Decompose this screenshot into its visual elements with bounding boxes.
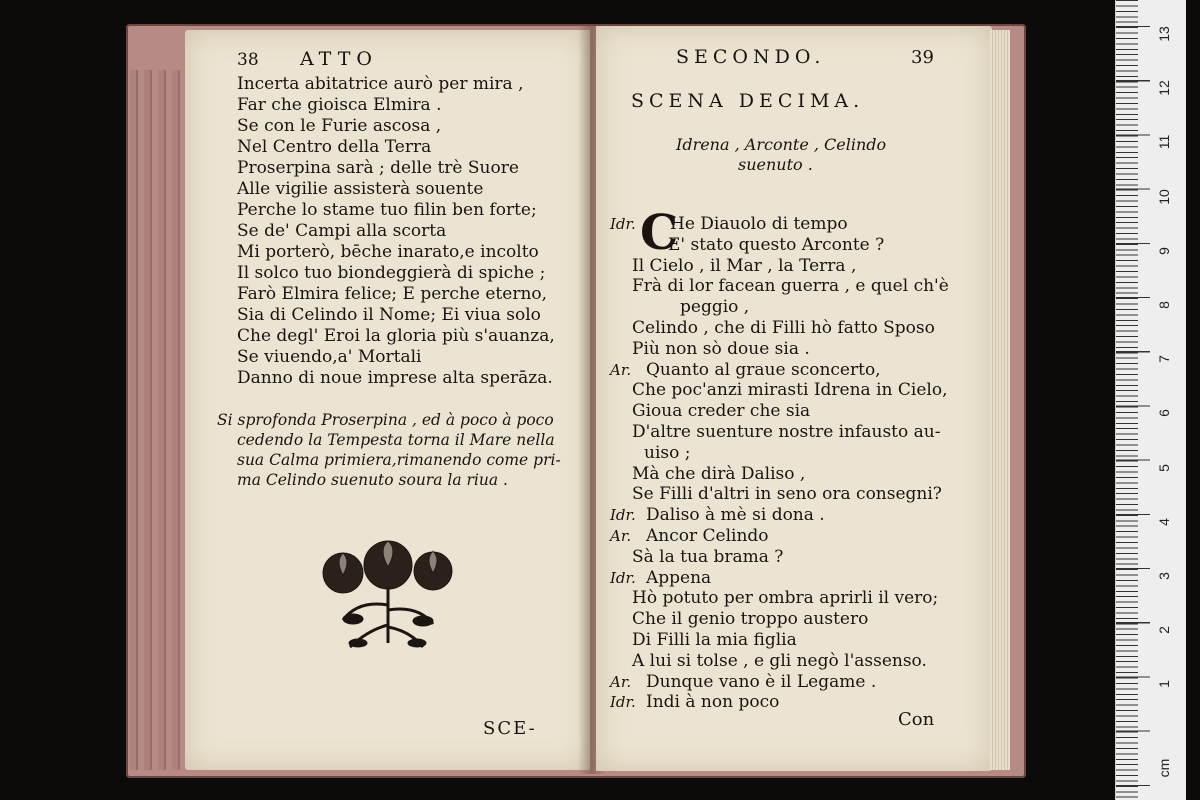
- dialogue-text: Ancor Celindo: [646, 526, 769, 546]
- dialogue-line: [610, 547, 783, 567]
- verse-line: Incerta abitatrice aurò per mira ,: [237, 74, 524, 94]
- stage-direction-line: sua Calma primiera,rimanendo come pri-: [237, 451, 561, 469]
- dialogue-line: [610, 297, 749, 317]
- ruler-ticks-major: [1116, 0, 1150, 800]
- dialogue-line: [610, 672, 876, 692]
- dialogue-line: [610, 276, 949, 296]
- character-line: Idrena , Arconte , Celindo: [676, 135, 887, 154]
- dialogue-line: [610, 318, 935, 338]
- dialogue-text: E' stato questo Arconte ?: [668, 234, 885, 255]
- speaker-label: Idr.: [610, 693, 636, 712]
- ruler-number: 12: [1156, 80, 1172, 96]
- dialogue-text: A lui si tolse , e gli negò l'assenso.: [632, 650, 927, 671]
- dialogue-text: Più non sò doue sia .: [632, 338, 810, 359]
- running-head-right: SECONDO.: [676, 46, 826, 68]
- stage-direction: [217, 410, 561, 490]
- dialogue-text: Gioua creder che sia: [632, 401, 811, 422]
- dialogue-line: [610, 360, 881, 380]
- dialogue-text: Celindo , che di Filli hò fatto Sposo: [632, 318, 935, 338]
- dialogue-text: Mà che dirà Daliso ,: [632, 463, 806, 484]
- speaker-label: Idr.: [610, 215, 636, 233]
- ruler-number: 2: [1156, 626, 1172, 635]
- verse-line: Se viuendo,a' Mortali: [237, 347, 422, 367]
- dialogue-text: peggio ,: [680, 297, 750, 318]
- dialogue-text: Hò potuto per ombra aprirli il vero;: [632, 588, 939, 609]
- dialogue-line: [610, 692, 779, 712]
- verse-line: Proserpina sarà ; delle trè Suore: [237, 158, 519, 178]
- dialogue-line: [610, 380, 947, 400]
- catchword-right: Con: [898, 709, 935, 730]
- ruler-number: 7: [1156, 355, 1172, 364]
- ruler-number: 9: [1156, 246, 1172, 255]
- verse-line: Se con le Furie ascosa ,: [237, 116, 442, 136]
- character-list: [676, 135, 886, 175]
- verse-block: [237, 74, 555, 389]
- verse-line: Il solco tuo biondeggierà di spiche ;: [237, 263, 546, 283]
- dialogue-text: Dunque vano è il Legame .: [646, 671, 877, 692]
- verse-line: Che degl' Eroi la gloria più s'auanza,: [237, 326, 555, 346]
- ruler-number: 1: [1156, 680, 1172, 689]
- dialogue-text: uiso ;: [644, 442, 691, 463]
- speaker-label: Idr.: [610, 506, 636, 525]
- dialogue-text: Che poc'anzi mirasti Idrena in Cielo,: [632, 380, 948, 401]
- verse-line: Se de' Campi alla scorta: [237, 221, 447, 241]
- dialogue-line: [610, 651, 927, 671]
- dialogue-text: Sà la tua brama ?: [632, 546, 784, 567]
- verse-line: Nel Centro della Terra: [237, 137, 432, 157]
- dialogue-text: Che il genio troppo austero: [632, 609, 869, 630]
- dialogue-text: He Diauolo di tempo: [670, 214, 848, 234]
- speaker-label: Idr.: [610, 568, 636, 587]
- dialogue-text: Il Cielo , il Mar , la Terra ,: [632, 255, 857, 276]
- speaker-label: Ar.: [610, 527, 632, 545]
- verse-line: Farò Elmira felice; E perche eterno,: [237, 284, 548, 304]
- stage-direction-line: cedendo la Tempesta torna il Mare nella: [237, 431, 555, 449]
- verse-line: Far che gioisca Elmira .: [237, 95, 442, 115]
- ruler-unit: cm: [1156, 758, 1172, 778]
- dialogue-line: [610, 235, 884, 255]
- dialogue-text: Di Filli la mia figlia: [632, 630, 797, 650]
- dialogue-line: [610, 484, 942, 504]
- dialogue-text: Quanto al graue sconcerto,: [646, 359, 881, 380]
- ruler-number: 11: [1156, 135, 1172, 150]
- dialogue-line: [610, 630, 797, 650]
- dialogue-line: [610, 568, 711, 588]
- dialogue-line: [610, 588, 938, 608]
- page-number-right: 39: [911, 47, 934, 68]
- dialogue-text: Appena: [646, 567, 712, 588]
- stage-direction-line: Si sprofonda Proserpina , ed à poco à poco: [217, 411, 554, 429]
- dialogue-line: [610, 505, 825, 525]
- speaker-label: Ar.: [610, 360, 632, 379]
- verse-line: Perche lo stame tuo filin ben forte;: [237, 200, 537, 220]
- dialogue-line: [610, 526, 769, 546]
- verse-line: Sia di Celindo il Nome; Ei viua solo: [237, 305, 541, 325]
- dialogue-text: D'altre suenture nostre infausto au-: [632, 422, 941, 442]
- ruler-number: 6: [1156, 409, 1172, 418]
- drop-cap: C: [640, 205, 679, 261]
- ruler-number: 3: [1156, 572, 1172, 580]
- measuring-ruler: [1115, 0, 1186, 800]
- left-page: [185, 30, 590, 770]
- running-head-left: ATTO: [300, 48, 378, 70]
- dialogue-line: [610, 256, 856, 276]
- page-number-left: 38: [237, 50, 259, 70]
- dialogue-line: [610, 214, 848, 234]
- verse-line: Alle vigilie assisterà souente: [237, 179, 484, 199]
- dialogue-text: Daliso à mè si dona .: [646, 505, 825, 526]
- dialogue-line: [610, 464, 805, 484]
- page-edges: [990, 30, 1010, 770]
- dialogue-text: Indi à non poco: [646, 692, 780, 713]
- dialogue-line: [610, 422, 940, 442]
- dialogue-line: [610, 401, 810, 421]
- ruler-number: 5: [1156, 463, 1172, 472]
- verse-line: Mi porterò, bēche inarato,e incolto: [237, 242, 539, 262]
- scene-title: SCENA DECIMA.: [631, 90, 865, 112]
- ruler-number: 10: [1156, 188, 1172, 205]
- speaker-label: Ar.: [610, 672, 632, 691]
- catchword-left: SCE-: [483, 718, 537, 739]
- character-line: suenuto .: [738, 155, 813, 174]
- dialogue-line: [610, 339, 810, 359]
- dialogue-line: [610, 609, 868, 629]
- ruler-number: 8: [1156, 301, 1172, 309]
- dialogue-text: Frà di lor facean guerra , e quel ch'è: [632, 276, 949, 297]
- dialogue-line: [610, 443, 690, 463]
- right-page: [596, 26, 992, 771]
- floral-ornament: [313, 535, 463, 650]
- verse-line: Danno di noue imprese alta sperāza.: [237, 368, 553, 388]
- cover-marbled-edge: [130, 70, 190, 770]
- dialogue-text: Se Filli d'altri in seno ora consegni?: [632, 484, 942, 505]
- ruler-number: 4: [1156, 517, 1172, 526]
- ruler-number: 13: [1156, 26, 1172, 42]
- stage-direction-line: ma Celindo suenuto soura la riua .: [237, 471, 508, 489]
